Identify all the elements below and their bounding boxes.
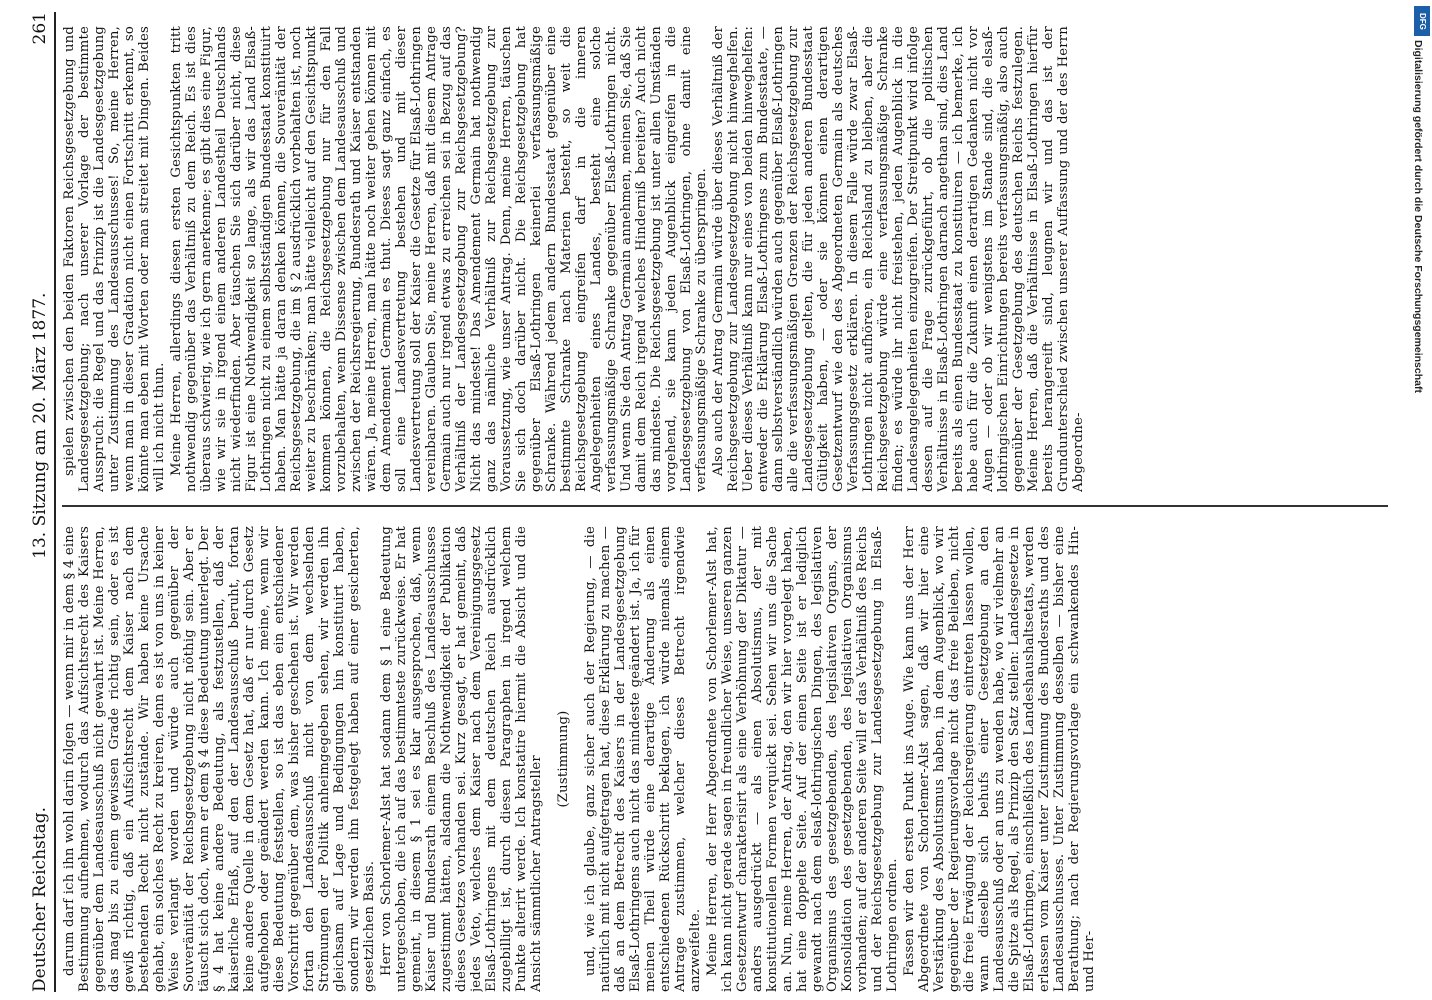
dfg-logo: DFG	[1414, 6, 1430, 36]
paragraph: Meine Herren, allerdings diesen ersten Gesichtspunkten tritt nothwendig gegenüber das Verhältniß zu dem Reich. Es ist dies überaus schwierig, wie ich gern anerkenne; es gibt dies eine Figur, wie wir sie in irgend einem anderen Landestheil Deutschlands nicht wiederfinden. Aber täuschen Sie sich darüber nicht, diese Figur ist eine Nothwendigkeit so lange, als wir das Land Elsaß-Lothringen nicht zu einem selbstständigen Bundesstaat konstituirt haben. Man hätte ja daran denken können, die Souveränität der Reichsgesetzgebung, die im § 2 ausdrücklich vorbehalten ist, noch weiter zu beschränken; man hätte vielleicht auf den Gesichtspunkt kommen können, die Reichsgesetzgebung nur für den Fall vorzubehalten, wenn Dissense zwischen dem Landesausschuß und zwischen der Reichsregierung, Bundesrath und Kaiser entstanden wären. Ja, meine Herren, man hätte noch weiter gehen können mit dem Amendement Germain es thut. Dieses sagt ganz einfach, es soll eine Landesvertretung bestehen und mit dieser Landesvertretung soll der Kaiser die Gesetze für Elsaß-Lothringen vereinbaren. Glauben Sie, meine Herren, daß mit diesem Antrage Germain auch nur irgend etwas zu erreichen sei in Bezug auf das Verhältniß der Landesgesetzgebung zur Reichsgesetzgebung? Nicht das mindeste! Das Amendement Germain hat nothwendig ganz das nämliche Verhältniß zur Reichsgesetzgebung zur Voraussetzung, wie unser Antrag. Denn, meine Herren, täuschen Sie sich doch darüber nicht. Die Reichsgesetzgebung hat gegenüber Elsaß-Lothringen keinerlei verfassungsmäßige Schranke. Während jedem andern Bundesstaat gegenüber eine bestimmte Schranke nach Materien besteht, so weit die Reichsgesetzgebung eingreifen darf in die inneren Angelegenheiten eines Landes, besteht eine solche verfassungsmäßige Schranke gegenüber Elsaß-Lothringen nicht. Und wenn Sie den Antrag Germain annehmen, meinen Sie, daß Sie damit dem Reich irgend welches Hinderniß bereiten? Auch nicht das mindeste. Die Reichsgesetzgebung ist unter allen Umständen vorgehend, sie kann jeden Augenblick eingreifen in die Landesgesetzgebung von Elsaß-Lothringen, ohne damit eine verfassungsmäßige Schranke zu überspringen.	[169, 26, 709, 492]
header-session: 13. Sitzung am 20. März 1877.	[30, 292, 50, 559]
paragraph: Also auch der Antrag Germain würde über dieses Verhältniß der Reichsgesetzgebung zur Landesgesetzgebung nicht hinweghelfen. Ueber dieses Verhältniß kann nur eines von beiden hinweghelfen: entweder die Erklärung Elsaß-Lothringens zum Bundesstaate, — dann selbstverständlich würden auch gegenüber Elsaß-Lothringen alle die verfassungsmäßigen Grenzen der Reichsgesetzgebung zur Landesgesetzgebung gelten, die für jeden anderen Bundesstaat Gültigkeit haben, — oder sie können einen derartigen Gesetzentwurf wie den des Abgeordneten Germain als deutsches Verfassungsgesetz erklären. In diesem Falle würde zwar Elsaß-Lothringen nicht aufhören, ein Reichsland zu bleiben, aber die Reichsgesetzgebung würde eine verfassungsmäßige Schranke finden; es würde ihr nicht freistehen, jeden Augenblick in die Landesangelegenheiten einzugreifen. Der Streitpunkt wird infolge dessen auf die Frage zurückgeführt, ob die politischen Verhältnisse in Elsaß-Lothringen darnach angethan sind, dies Land bereits als einen Bundesstaat zu konstituiren — ich bemerke, ich habe auch für die Zukunft einen derartigen Gedanken nicht vor Augen — oder ob wir wenigstens im Stande sind, die elsaß-lothringischen Einrichtungen bereits verfassungsmäßig, also auch gegenüber der Gesetzgebung des deutschen Reichs festzulegen. Meine Herren, daß die Verhältnisse in Elsaß-Lothringen hierfür bereits herangereift sind, leugnen wir und das ist der Grundunterschied zwischen unserer Auffassung und der des Herrn Abgeordne-	[711, 26, 1086, 492]
left-column	[62, 526, 1392, 992]
paragraph: spielen zwischen den beiden Faktoren Reichsgesetzgebung und Landesgesetzgebung; nach unserer Vorlage der bestimmte Ausspruch: die Regel und das Prinzip ist die Landesgesetzgebung unter Zustimmung des Landesausschusses! So, meine Herren, wenn man in dieser Gradation nicht einen Fortschritt erkennt, so könnte man eben mit Worten oder man streitet mit Dingen. Beides will ich nicht thun.	[62, 26, 167, 492]
header-publication: Deutscher Reichstag.	[30, 807, 50, 992]
column-divider	[62, 505, 1388, 507]
paragraph: darum darf ich ihn wohl darin folgen — wenn mir in dem § 4 eine Bestimmung aufnehmen, wodurch das Aufsichtsrecht des Kaisers gegenüber dem Landesausschuß nicht gewahrt ist. Meine Herren, das mag bis zu einem gewissen Grade richtig sein, oder es ist gewiß richtig, daß ein Aufsichtsrecht dem Kaiser nach dem bestehenden Recht nicht zustände. Wir haben keine Ursache gehabt, ein solches Recht zu kreiren, denn es ist von uns in keiner Weise verlangt worden und würde auch gegenüber der Souveränität der Reichsgesetzgebung nicht nöthig sein. Aber er täuscht sich doch, wenn er dem § 4 diese Bedeutung unterlegt. Der § 4 hat keine andere Bedeutung, als festzustellen, daß der kaiserliche Erlaß, auf den der Landesausschuß beruht, fortan keine andere Quelle in dem Gesetz hat, daß er nur durch Gesetz aufgehoben oder geändert werden kann. Ich meine, wenn wir diese Bedeutung feststellen, so ist das eben ein entschiedener Vorschritt gegenüber dem, was bisher geschehen ist. Wir werden fortan den Landesausschuß nicht von dem wechselnden Strömungen der Politik anheimgegeben sehen, wir werden ihn gleichsam auf Lage und Bedingungen hin konstituirt haben, sondern wir werden ihn festgelegt haben auf einer gesicherten, gesetzlichen Basis.	[62, 526, 377, 992]
paragraph: Meine Herren, der Herr Abgeordnete von Schorlemer-Alst hat, ich kann nicht gerade sagen in freundlicher Weise, unseren ganzen Gesetzentwurf charakterisirt als eine Verhöhnung der Diktatur — anders ausgedrückt — als einen Absolutismus, der mit konstitutionellen Formen verquickt sei. Sehen wir uns die Sache an. Nun, meine Herren, der Antrag, den wir hier vorgelegt haben, hat eine doppelte Seite. Auf der einen Seite ist er lediglich gewandt nach dem elsaß-lothringischen Dingen, des legislativen Organismus des gesetzgebenden, des legislativen Organs, der Konsolidation des gesetzgebenden, des legislativen Organismus vorhanden; auf der anderen Seite will er das Verhältniß des Reichs und der Reichsgesetzgebung zur Landesgesetzgebung in Elsaß-Lothringen ordnen.	[705, 526, 900, 992]
digitization-note-text: Digitalisierung gefördert durch die Deutsche Forschungsgemeinschaft	[1412, 40, 1424, 393]
paragraph: Fassen wir den ersten Punkt ins Auge. Wie kann uns der Herr Abgeordnete von Schorlemer-Alst sagen, daß wir hier eine Verstärkung des Absolutismus haben, in dem Augenblick, wo wir gegenüber der Regierungsvorlage nicht das freie Belieben, nicht die freie Erwägung der Reichsregierung eintreten lassen wollen, wann dieselbe sich behufs einer Gesetzgebung an den Landesausschuß oder an uns zu wenden habe, wo wir vielmehr an die Spitze als Regel, als Prinzip den Satz stellen: Landesgesetze in Elsaß-Lothringen, einschließlich des Landeshaushaltsetats, werden erlassen vom Kaiser unter Zustimmung des Bundesraths und des Landesausschusses. Unter Zustimmung desselben — bisher eine Berathung; nach der Regierungsvorlage ein schwankendes Hin- und Her-	[902, 526, 1097, 992]
paragraph: Herr von Schorlemer-Alst hat sodann dem § 1 eine Bedeutung untergeschoben, die ich auf das bestimmteste zurückweise. Er hat gemeint, in diesem § 1 sei es klar ausgesprochen, daß, wenn Kaiser und Bundesrath einem Beschluß des Landesausschusses zugestimmt hätten, alsdann die Nothwendigkeit der Publikation dieses Gesetzes vorhanden sei. Kurz gesagt, er hat gemeint, daß jedes Veto, welches dem Kaiser nach dem Vereinigungsgesetz Elsaß-Lothringens mit dem deutschen Reich ausdrücklich zugebilligt ist, durch diesen Paragraphen in irgend welchem Punkte alterirt werde. Ich konstatire hiermit die Absicht und die Ansicht sämmtlicher Antragsteller	[379, 526, 544, 992]
rotated-page-content	[10, 12, 1408, 992]
header-rule	[54, 12, 56, 992]
interjection: (Zustimmung)	[556, 710, 571, 808]
right-column	[62, 26, 1392, 492]
digitization-note	[1408, 40, 1428, 740]
page-header	[10, 12, 50, 992]
paragraph: und, wie ich glaube, ganz sicher auch der Regierung, — die natürlich mit nicht aufgetragen hat, diese Erklärung zu machen — daß an dem Betrecht des Kaisers in der Landesgesetzgebung Elsaß-Lothringens auch nicht das mindeste geändert ist. Ja, ich für meinen Theil würde eine derartige Änderung als einen entschiedenen Rückschritt beklagen, ich würde niemals einem Antrage zustimmen, welcher dieses Betrecht irgendwie anzweifelte.	[583, 526, 703, 992]
header-page-number: 261	[30, 12, 50, 45]
